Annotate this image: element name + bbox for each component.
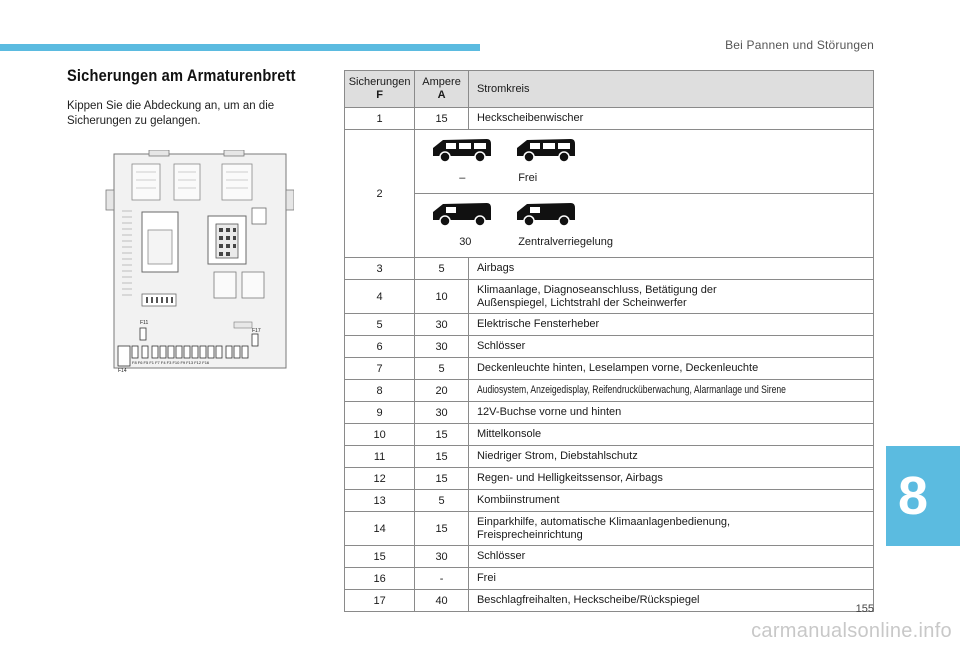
table-header-row	[345, 71, 874, 108]
fuse-table	[344, 70, 874, 612]
table-row: 14 15 Einparkhilfe, automatische Klimaanlagenbedienung, Freisprecheinrichtung	[345, 512, 874, 546]
van-silhouette-icon	[515, 136, 577, 164]
fusebox-illustration	[104, 150, 294, 375]
table-row: 4 10 Klimaanlage, Diagnoseanschluss, Betätigung der Außenspiegel, Lichtstrahl der Scheinwerfer	[345, 280, 874, 314]
watermark: carmanualsonline.info	[751, 620, 952, 642]
table-row: 6 30 Schlösser	[345, 336, 874, 358]
chapter-title: Bei Pannen und Störungen	[725, 38, 874, 52]
table-row: 5 30 Elektrische Fensterheber	[345, 314, 874, 336]
table-row: 9 30 12V-Buchse vorne und hinten	[345, 402, 874, 424]
page-number: 155	[855, 603, 874, 615]
header-ampere: Ampere A	[415, 71, 469, 108]
fuse-label-f11: F11	[140, 320, 149, 326]
fuse-label-f17: F17	[252, 328, 261, 334]
table-row: 17 40 Beschlagfreihalten, Heckscheibe/Rückspiegel	[345, 590, 874, 612]
accent-bar	[0, 44, 480, 51]
section-title: Sicherungen am Armaturenbrett	[67, 66, 296, 85]
table-row: 12 15 Regen- und Helligkeitssensor, Airbags	[345, 468, 874, 490]
table-row: 1 15 Heckscheibenwischer	[345, 108, 874, 130]
intro-text: Kippen Sie die Abdeckung an, um an die Sicherungen zu gelangen.	[67, 100, 275, 127]
van-silhouette-icon	[515, 200, 577, 228]
table-row: 10 15 Mittelkonsole	[345, 424, 874, 446]
header-fuses: Sicherungen F	[345, 71, 415, 108]
fuse2-variant-1: – Frei	[415, 130, 874, 194]
table-row: 15 30 Schlösser	[345, 546, 874, 568]
fuse-label-f14: F14	[118, 368, 127, 374]
table-row: 7 5 Deckenleuchte hinten, Leselampen vorne, Deckenleuchte	[345, 358, 874, 380]
chapter-tab: 8	[886, 446, 960, 546]
table-row: 11 15 Niedriger Strom, Diebstahlschutz	[345, 446, 874, 468]
table-row: 16 - Frei	[345, 568, 874, 590]
table-row: 2 – Frei	[345, 130, 874, 194]
table-row: 3 5 Airbags	[345, 258, 874, 280]
fuse-label-row: F8 F6 F5 F1 F7 F4 F3 F10 F9 F13 F12 F16	[132, 360, 210, 365]
header-circuit: Stromkreis	[468, 71, 873, 108]
fuse2-variant-2: 30 Zentralverriegelung	[415, 194, 874, 258]
table-row: 8 20 Audiosystem, Anzeigedisplay, Reifendrucküberwachung, Alarmanlage und Sirene	[345, 380, 874, 402]
table-row: 13 5 Kombiinstrument	[345, 490, 874, 512]
table-row	[345, 194, 874, 258]
van-silhouette-icon	[431, 200, 493, 228]
van-silhouette-icon	[431, 136, 493, 164]
